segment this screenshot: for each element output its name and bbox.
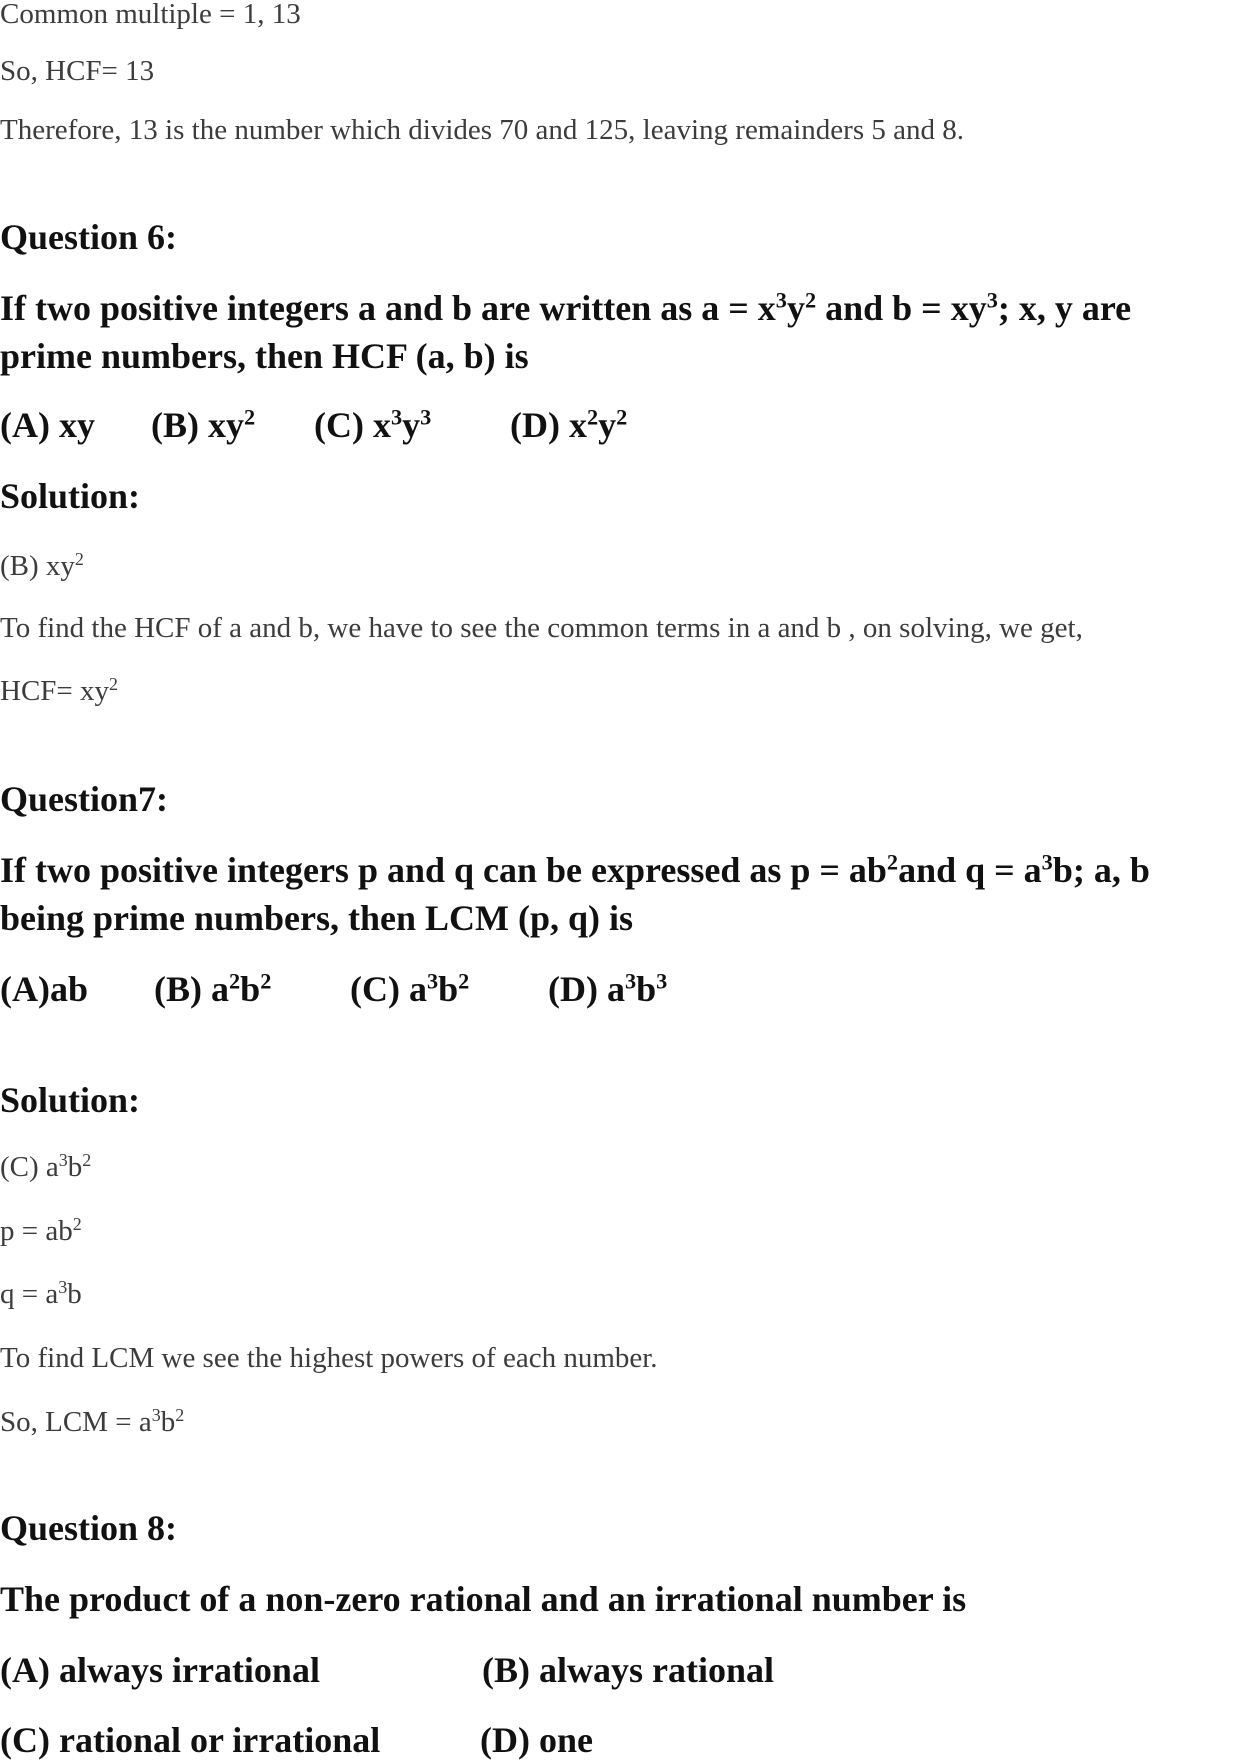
superscript: 3 xyxy=(151,1405,161,1426)
superscript: 2 xyxy=(229,968,241,994)
superscript: 3 xyxy=(426,968,439,994)
question-text xyxy=(0,849,1150,890)
text-segment: and b = xy xyxy=(816,288,987,328)
section-heading xyxy=(0,1510,177,1546)
text-segment: b xyxy=(438,969,459,1009)
superscript: 3 xyxy=(390,404,403,430)
question-text xyxy=(0,900,633,936)
superscript: 3 xyxy=(986,287,998,313)
text-segment: (B) always rational xyxy=(482,1650,774,1690)
text-segment: Therefore, 13 is the number which divides 70 and 125, leaving remainders 5 and 8. xyxy=(0,114,964,146)
text-segment: To find LCM we see the highest powers of each number. xyxy=(0,1342,658,1374)
text-segment: So, LCM = a xyxy=(0,1406,152,1438)
solution-text xyxy=(0,1344,658,1373)
superscript: 2 xyxy=(175,1405,185,1426)
text-segment: (A)ab xyxy=(0,969,88,1009)
text-segment: So, HCF= 13 xyxy=(0,55,155,87)
text-segment: y xyxy=(402,405,421,445)
superscript: 2 xyxy=(586,404,599,430)
text-segment: (A) xy xyxy=(0,405,95,445)
text-segment: (D) x xyxy=(510,405,587,445)
section-heading xyxy=(0,1082,140,1118)
superscript: 2 xyxy=(109,674,119,695)
superscript: 2 xyxy=(804,287,817,313)
superscript: 2 xyxy=(74,549,84,570)
text-segment: prime numbers, then HCF (a, b) is xyxy=(0,336,529,376)
superscript: 2 xyxy=(886,849,899,875)
answer-option xyxy=(154,968,272,1009)
answer-option xyxy=(0,407,95,443)
text-segment: Question 6: xyxy=(0,217,178,257)
text-segment: b xyxy=(67,1278,82,1310)
text-segment: y xyxy=(598,405,617,445)
answer-option xyxy=(151,404,256,445)
superscript: 3 xyxy=(775,287,787,313)
superscript: 2 xyxy=(458,968,470,994)
solution-text xyxy=(0,1277,82,1310)
superscript: 2 xyxy=(260,968,272,994)
text-segment: HCF= xy xyxy=(0,675,110,707)
answer-option xyxy=(0,971,88,1007)
solution-text xyxy=(0,674,119,707)
superscript: 3 xyxy=(656,968,668,994)
section-heading xyxy=(0,219,177,255)
text-segment: To find the HCF of a and b, we have to see the common terms in a and b , on solving, we get, xyxy=(0,612,1083,644)
solution-text xyxy=(0,1150,92,1183)
question-text xyxy=(0,287,1132,328)
superscript: 2 xyxy=(82,1150,92,1171)
text-segment: Solution: xyxy=(0,1080,141,1120)
superscript: 2 xyxy=(616,404,628,430)
question-text xyxy=(0,1581,966,1617)
text-segment: being prime numbers, then LCM (p, q) is xyxy=(0,898,634,938)
superscript: 3 xyxy=(1041,849,1053,875)
text-segment: (D) one xyxy=(480,1720,593,1760)
solution-text xyxy=(0,549,84,582)
question-text xyxy=(0,338,529,374)
text-segment: b; a, b xyxy=(1052,850,1150,890)
text-segment: (D) a xyxy=(548,969,625,1009)
text-segment: Question7: xyxy=(0,779,169,819)
answer-option xyxy=(548,968,668,1009)
text-segment: (B) xy xyxy=(151,405,244,445)
answer-option xyxy=(350,968,470,1009)
text-segment: ; x, y are xyxy=(997,288,1132,328)
text-segment: If two positive integers a and b are written as a = x xyxy=(0,288,776,328)
solution-text xyxy=(0,57,154,86)
text-segment: The product of a non-zero rational and an irrational number is xyxy=(0,1579,967,1619)
solution-text xyxy=(0,1405,185,1438)
answer-option xyxy=(480,1722,593,1758)
superscript: 3 xyxy=(58,1277,68,1298)
text-segment: Solution: xyxy=(0,476,141,516)
answer-option xyxy=(510,404,628,445)
text-segment: Common multiple = 1, 13 xyxy=(0,0,301,30)
text-segment: (C) a xyxy=(0,1151,59,1183)
text-segment: (C) a xyxy=(350,969,427,1009)
solution-text xyxy=(0,0,301,29)
superscript: 3 xyxy=(58,1150,68,1171)
text-segment: y xyxy=(786,288,805,328)
text-segment: b xyxy=(67,1151,83,1183)
text-segment: b xyxy=(160,1406,176,1438)
superscript: 3 xyxy=(420,404,432,430)
text-segment: and q = a xyxy=(898,850,1042,890)
answer-option xyxy=(0,1722,380,1758)
text-segment: (B) xy xyxy=(0,550,75,582)
answer-option xyxy=(0,1652,320,1688)
answer-option xyxy=(314,404,432,445)
section-heading xyxy=(0,478,140,514)
text-segment: If two positive integers p and q can be expressed as p = ab xyxy=(0,850,887,890)
superscript: 3 xyxy=(624,968,637,994)
solution-text xyxy=(0,614,1083,643)
text-segment: (A) always irrational xyxy=(0,1650,320,1690)
superscript: 2 xyxy=(72,1214,82,1235)
text-segment: Question 8: xyxy=(0,1508,178,1548)
answer-option xyxy=(482,1652,774,1688)
solution-text xyxy=(0,116,964,145)
section-heading xyxy=(0,781,168,817)
text-segment: (C) rational or irrational xyxy=(0,1720,381,1760)
text-segment: q = a xyxy=(0,1278,59,1310)
superscript: 2 xyxy=(244,404,256,430)
text-segment: b xyxy=(636,969,657,1009)
text-segment: (B) a xyxy=(154,969,229,1009)
text-segment: p = ab xyxy=(0,1215,73,1247)
solution-text xyxy=(0,1214,82,1247)
text-segment: (C) x xyxy=(314,405,391,445)
text-segment: b xyxy=(240,969,261,1009)
